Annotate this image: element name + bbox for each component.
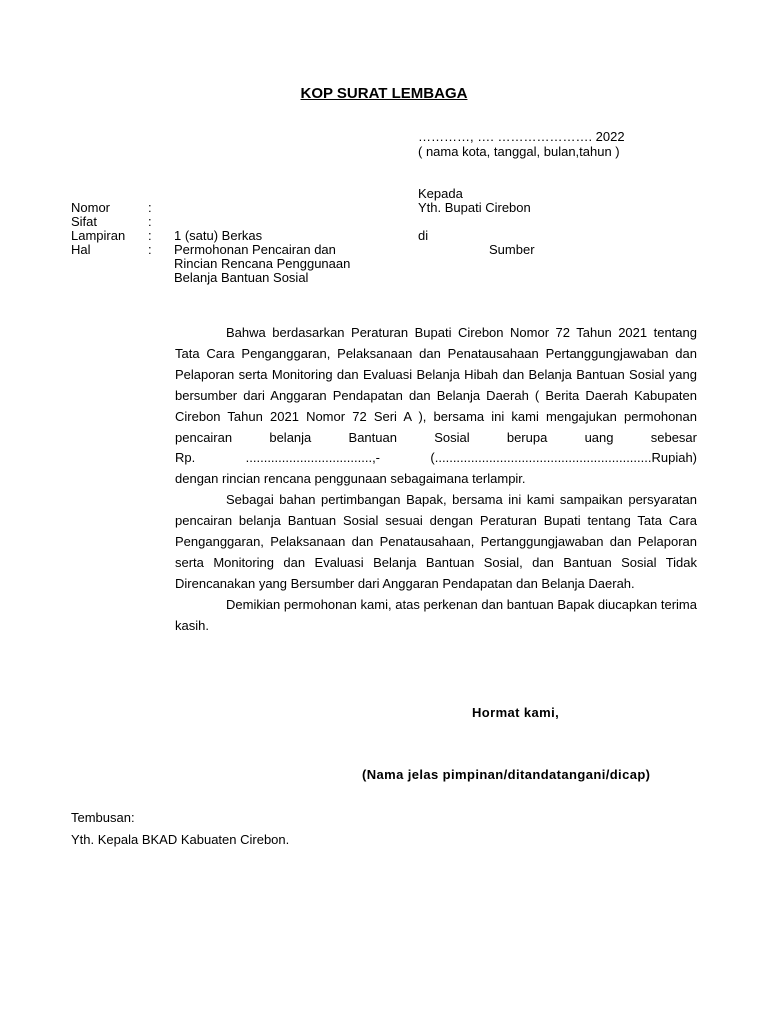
meta-value: Permohonan Pencairan dan [174,242,336,257]
date-hint: ( nama kota, tanggal, bulan,tahun ) [418,144,620,159]
meta-label: Hal [71,242,91,257]
meta-label: Sifat [71,214,98,229]
meta-colon: : [148,242,152,257]
letterhead-title: KOP SURAT LEMBAGA [300,85,468,102]
signature-placeholder: (Nama jelas pimpinan/ditandatangani/dicap) [362,767,651,782]
meta-colon: : [148,214,152,229]
meta-colon: : [148,228,152,243]
meta-value: 1 (satu) Berkas [174,228,263,243]
meta-label: Lampiran [71,228,126,243]
recipient-kepada: Kepada [418,186,463,201]
hal-line-3: Belanja Bantuan Sosial [174,270,309,285]
recipient-name: Yth. Bupati Cirebon [418,200,531,215]
cc-item: Yth. Kepala BKAD Kabuaten Cirebon. [71,832,290,847]
recipient-place: Sumber [489,242,535,257]
paragraph-request-end: dengan rincian rencana penggunaan sebagaimana terlampir. [175,471,526,487]
paragraph-request: Bahwa berdasarkan Peraturan Bupati Cirebon Nomor 72 Tahun 2021 tentang Tata Cara Penganggaran, Pelaksanaan dan Penatausahaan Pertanggungjawaban dan Pelaporan serta Monitoring dan Evaluasi Belanja Hibah dan Belanja Bantuan Sosial yang bersumber dari Anggaran Pendapatan dan Belanja Daerah ( Berita Daerah Kabupaten Cirebon Tahun 2021 Nomor 72 Seri A ), bersama ini kami mengajukan permohonan pencairan belanja Bantuan Sosial berupa uang sebesar [175,325,697,445]
meta-label: Nomor [71,200,111,215]
hal-line-2: Rincian Rencana Penggunaan [174,256,351,271]
cc-label: Tembusan: [71,810,135,825]
recipient-di: di [418,228,429,243]
meta-colon: : [148,200,152,215]
paragraph-consideration: Sebagai bahan pertimbangan Bapak, bersama ini kami sampaikan persyaratan pencairan belanja Bantuan Sosial sesuai dengan Peraturan Bupati tentang Tata Cara Penganggaran, Pelaksanaan dan Penatausahaan, Pertanggungjawaban dan Pelaporan serta Monitoring dan Evaluasi Belanja Bantuan Sosial, dan Bantuan Sosial Tidak Direncanakan yang Bersumber dari Anggaran Pendapatan dan Belanja Daerah. [175,492,697,591]
letter-body [175,323,697,637]
closing-salutation: Hormat kami, [472,705,560,720]
paragraph-closing: Demikian permohonan kami, atas perkenan dan bantuan Bapak diucapkan terima kasih. [175,596,697,633]
amount-line: Rp. ...................................,- (............................................................Rupiah) [175,450,697,466]
date-line: …………, …. …………………. 2022 [418,129,625,144]
